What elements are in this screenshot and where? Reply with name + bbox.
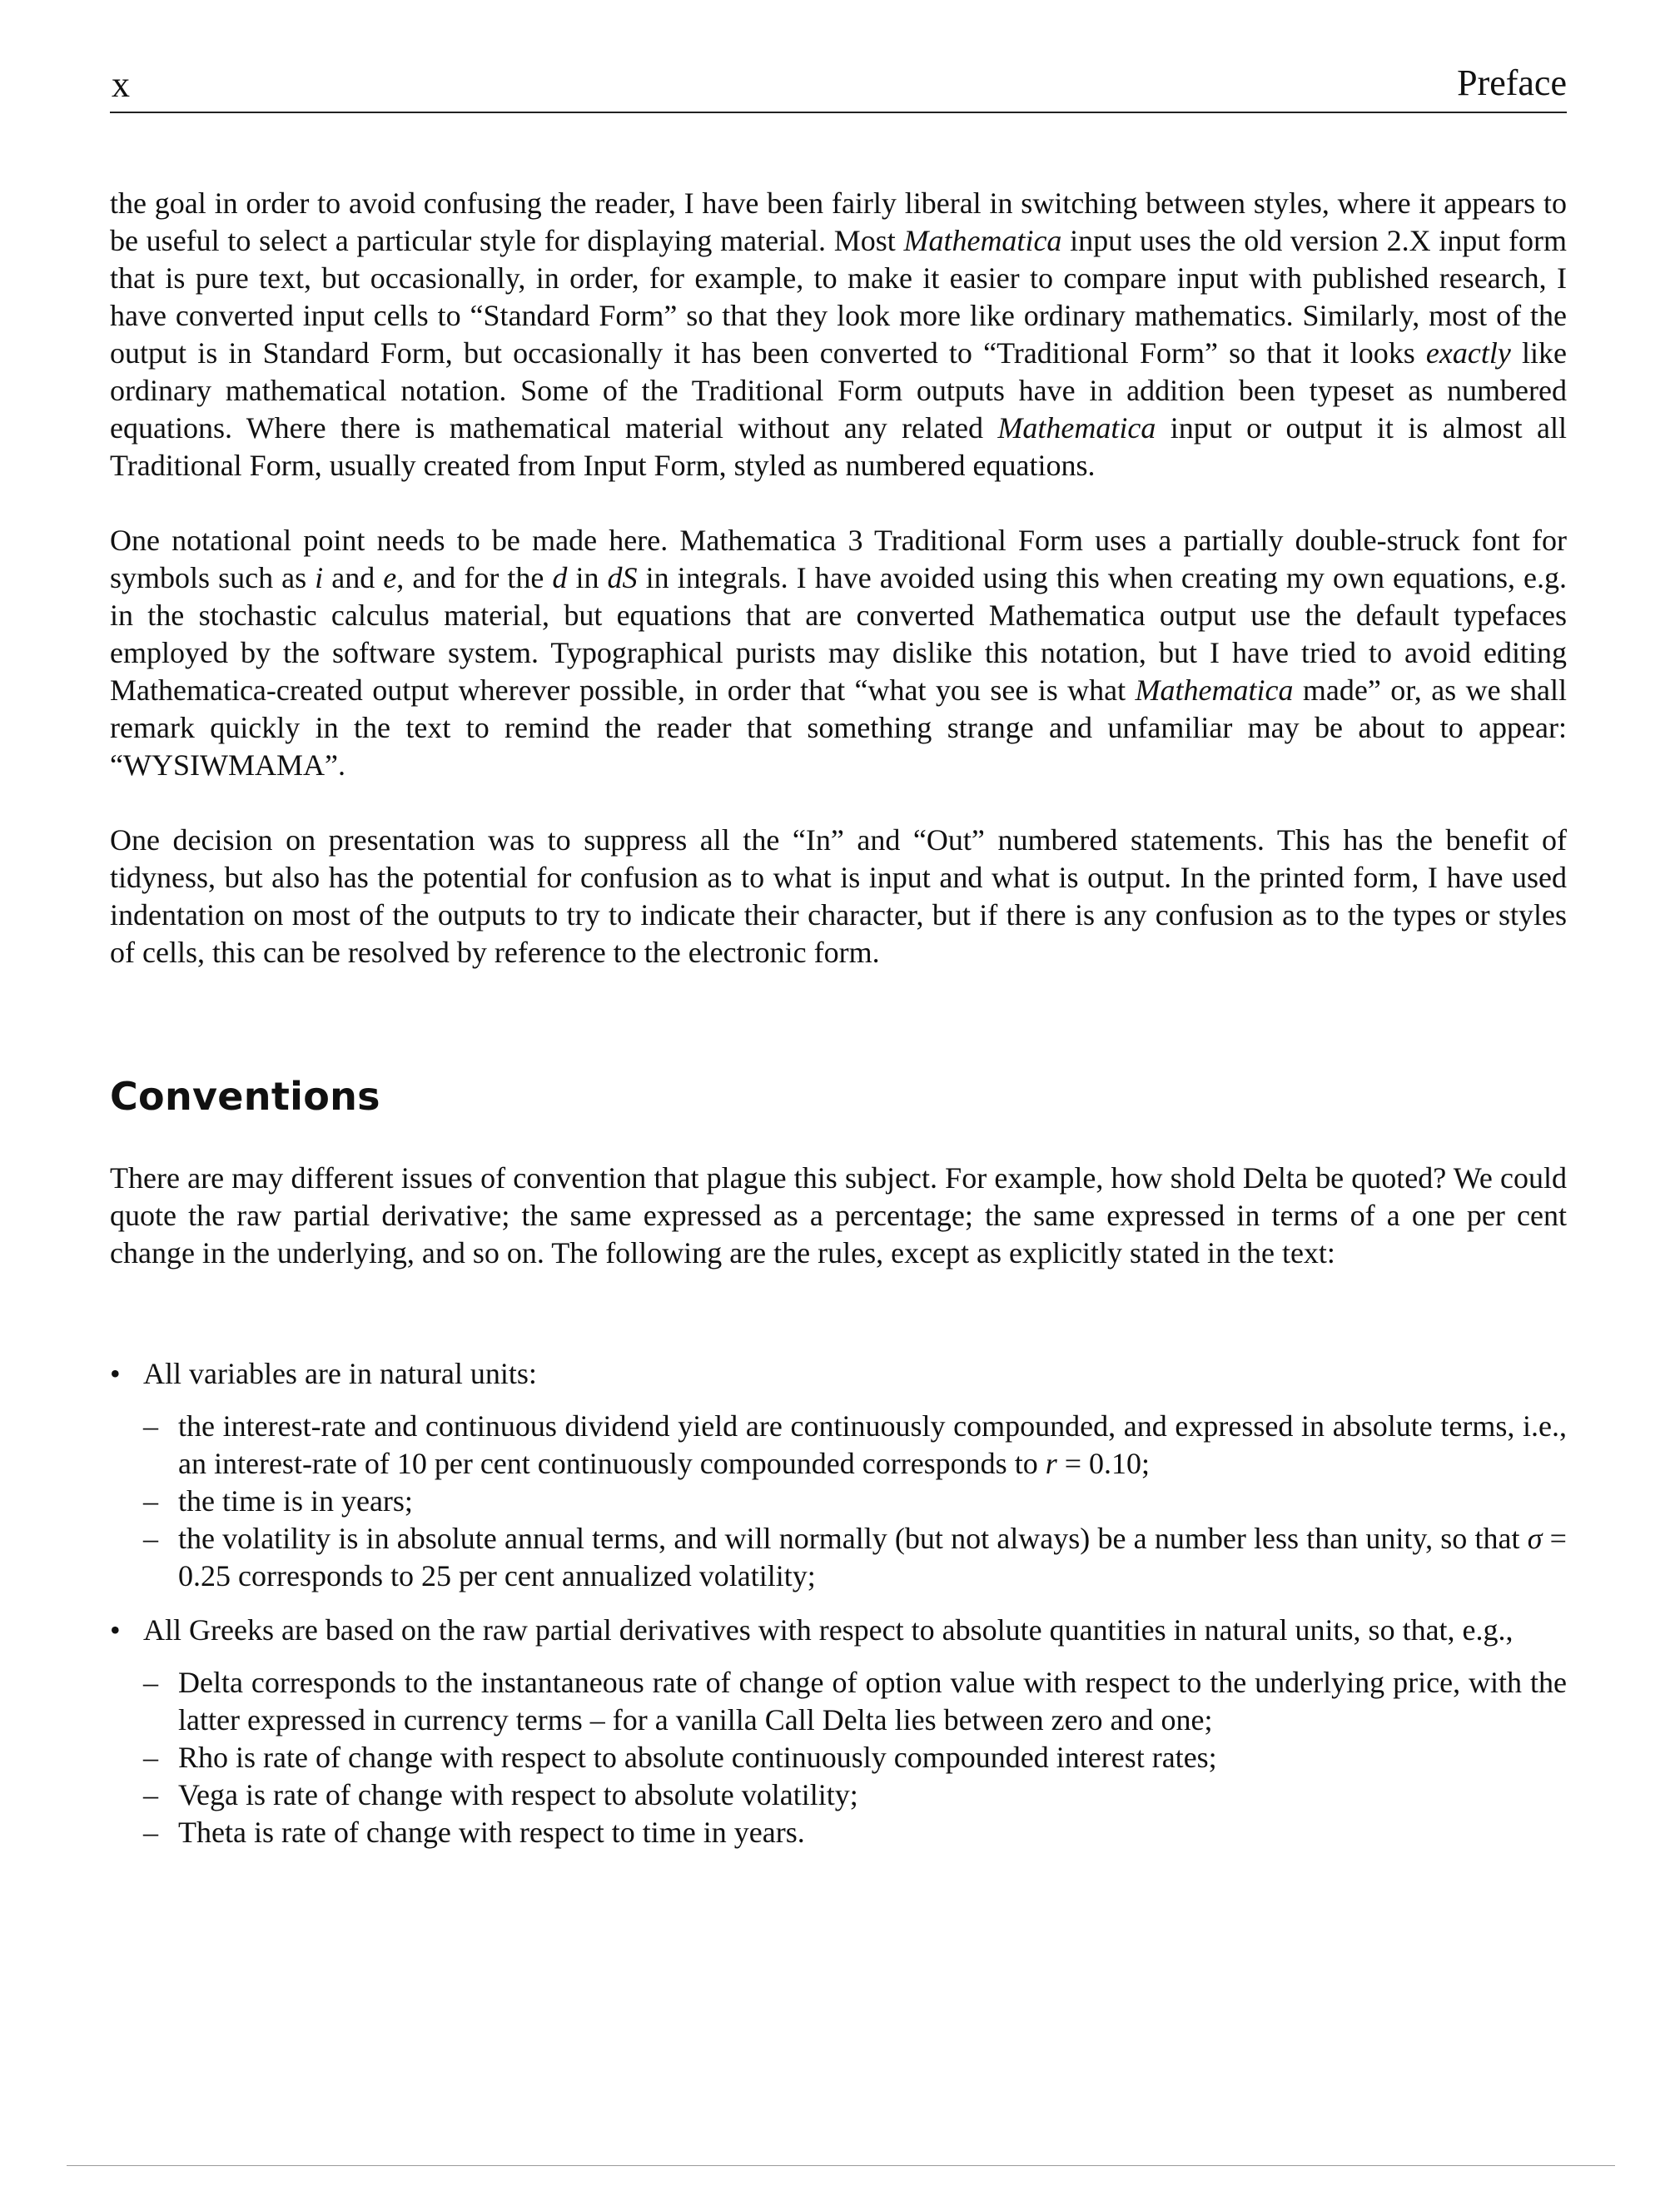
dash-icon: – — [143, 1409, 158, 1443]
dash-icon: – — [143, 1484, 158, 1518]
page-number: x — [112, 64, 130, 105]
section-heading-conventions: Conventions — [110, 1074, 380, 1119]
sub-list — [143, 1664, 1567, 1851]
sub-list — [143, 1408, 1567, 1595]
page-bottom-rule — [67, 2165, 1615, 2166]
math-symbol-e: e — [383, 561, 397, 594]
bullet-icon: • — [110, 1613, 121, 1647]
math-symbol-sigma: σ — [1527, 1522, 1543, 1555]
sub-list-item: – Vega is rate of change with respect to absolute volatility; — [143, 1776, 1567, 1814]
mathematica-term: Mathematica — [903, 224, 1062, 257]
dash-icon: – — [143, 1778, 158, 1811]
body-text — [110, 185, 1567, 1851]
emphasis-exactly: exactly — [1425, 336, 1511, 370]
bullet-icon: • — [110, 1357, 121, 1390]
sub-list-item: – Delta corresponds to the instantaneous rate of change of option value with respect to the underlying price, with the latter expressed in currency terms – for a vanilla Call Delta lies between zero and one; — [143, 1666, 1567, 1737]
conventions-intro: There are may different issues of convention that plague this subject. For example, how shold Delta be quoted? We could quote the raw partial derivative; the same expressed as a percentage; the same expressed in terms of a one per cent change in the underlying, and so on. The following are the rules, except as explicitly stated in the text: — [110, 1161, 1567, 1269]
paragraph-3: One decision on presentation was to suppress all the “In” and “Out” numbered statements. This has the benefit of tidyness, but also has the potential for confusion as to what is input and what is output. In the printed form, I have used indentation on most of the outputs to try to indicate their character, but if there is any confusion as to the types or styles of cells, this can be resolved by reference to the electronic form. — [110, 823, 1567, 969]
running-title: Preface — [1457, 62, 1567, 103]
math-symbol-r: r — [1045, 1447, 1057, 1480]
sub-list-item: – the interest-rate and continuous dividend yield are continuously compounded, and expressed in absolute terms, i.e., an interest-rate of 10 per cent continuously compounded corresponds to r = 0.10; — [143, 1409, 1567, 1480]
math-symbol-d: d — [552, 561, 568, 594]
dash-icon: – — [143, 1522, 158, 1555]
sub-list-item: – Theta is rate of change with respect to time in years. — [143, 1814, 1567, 1851]
paragraph-1: the goal in order to avoid confusing the reader, I have been fairly liberal in switching between styles, where it appears to be useful to select a particular style for displaying material. Most Mathematica input uses the old version 2.X input form that is pure text, but occasionally, in order, for example, to make it easier to compare input with published research, I have converted input cells to “Standard Form” so that they look more like ordinary mathematics. Similarly, most of the output is in Standard Form, but occasionally it has been converted to “Traditional Form” so that it looks exactly like ordinary mathematical notation. Some of the Traditional Form outputs have in addition been typeset as numbered equations. Where there is mathematical material without any related Mathematica input or output it is almost all Traditional Form, usually created from Input Form, styled as numbered equations. — [110, 186, 1568, 482]
sub-list-item: – the volatility is in absolute annual terms, and will normally (but not always) be a number less than unity, so that σ = 0.25 corresponds to 25 per cent annualized volatility; — [143, 1522, 1567, 1592]
mathematica-term: Mathematica — [997, 411, 1156, 445]
conventions-list — [110, 1355, 1567, 1851]
book-page — [110, 0, 1567, 2211]
sub-list-item: – the time is in years; — [143, 1483, 1567, 1520]
running-head — [110, 62, 1567, 113]
math-symbol-ds: dS — [607, 561, 638, 594]
list-item — [110, 1612, 1567, 1851]
bullet-text: All Greeks are based on the raw partial derivatives with respect to absolute quantities in natural units, so that, e.g., — [143, 1613, 1513, 1647]
math-symbol-i: i — [315, 561, 324, 594]
dash-icon: – — [143, 1666, 158, 1699]
paragraph-2: One notational point needs to be made here. Mathematica 3 Traditional Form uses a partially double-struck font for symbols such as i and e, and for the d in dS in integrals. I have avoided using this when creating my own equations, e.g. in the stochastic calculus material, but equations that are converted Mathematica output use the default typefaces employed by the software system. Typographical purists may dislike this notation, but I have tried to avoid editing Mathematica-created output wherever possible, in order that “what you see is what Mathematica made” or, as we shall remark quickly in the text to remind the reader that something strange and unfamiliar may be about to appear: “WYSIWMAMA”. — [110, 524, 1568, 782]
list-item — [110, 1355, 1567, 1595]
dash-icon: – — [143, 1741, 158, 1774]
bullet-text: All variables are in natural units: — [143, 1357, 537, 1390]
dash-icon: – — [143, 1816, 158, 1849]
sub-list-item: – Rho is rate of change with respect to absolute continuously compounded interest rates; — [143, 1739, 1567, 1776]
mathematica-term: Mathematica — [1135, 673, 1294, 707]
